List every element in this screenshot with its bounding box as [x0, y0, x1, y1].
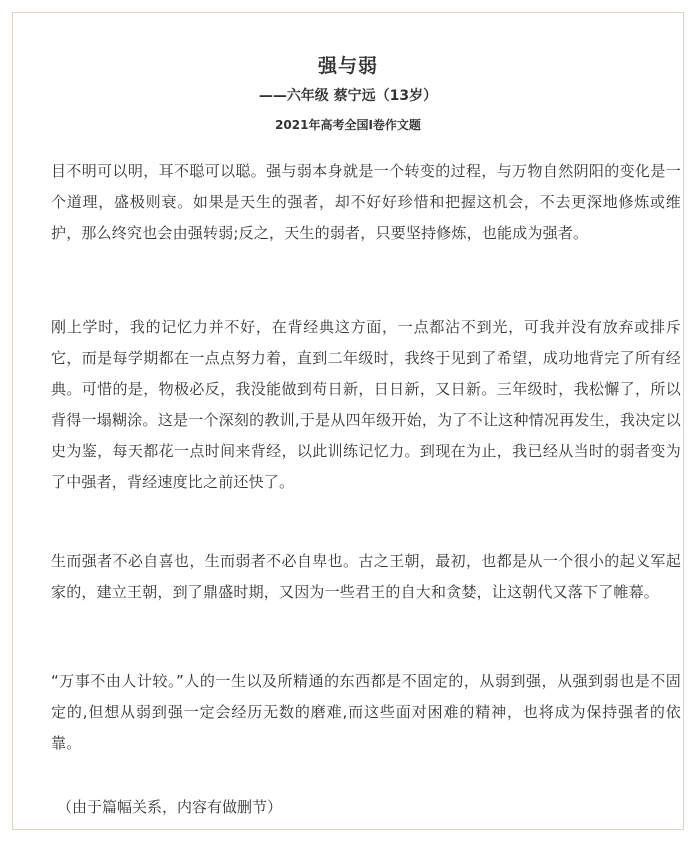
- article-paragraph-2: 刚上学时，我的记忆力并不好，在背经典这方面，一点都沾不到光，可我并没有放弃或排斥它，而是每学期都在一点点努力着，直到二年级时，我终于见到了希望，成功地背完了所有经典。可惜的是，物极必反，我没能做到苟日新，日日新，又日新。三年级时，我松懈了，所以背得一塌糊涂。这是一个深刻的教训,于是从四年级开始，为了不让这种情况再发生，我决定以史为鉴，每天都花一点时间来背经，以此训练记忆力。到现在为止，我已经从当时的弱者变为了中强者，背经速度比之前还快了。: [51, 318, 681, 491]
- article-paragraph-4: “万事不由人计较。”人的一生以及所精通的东西都是不固定的，从弱到强，从强到弱也是不固定的,但想从弱到强一定会经历无数的磨难,而这些面对困难的精神，也将成为保持强者的依靠。: [51, 672, 681, 752]
- article-paragraph-1: 目不明可以明，耳不聪可以聪。强与弱本身就是一个转变的过程，与万物自然阴阳的变化是一个道理，盛极则衰。如果是天生的强者，却不好好珍惜和把握这机会，不去更深地修炼或维护，那么终究也会由强转弱;反之，天生的弱者，只要坚持修炼，也能成为强者。: [51, 162, 681, 242]
- abridgement-note: （由于篇幅关系，内容有做删节）: [57, 798, 283, 816]
- article-frame: [12, 12, 684, 830]
- article-paragraph-3: 生而强者不必自喜也，生而弱者不必自卑也。古之王朝，最初，也都是从一个很小的起义军起家的，建立王朝，到了鼎盛时期，又因为一些君王的自大和贪婪，让这朝代又落下了帷幕。: [51, 552, 681, 601]
- article-source: 2021年高考全国I卷作文题: [275, 118, 421, 132]
- article-title: 强与弱: [317, 55, 378, 77]
- article-author: ——六年级 蔡宁远（13岁）: [258, 88, 438, 104]
